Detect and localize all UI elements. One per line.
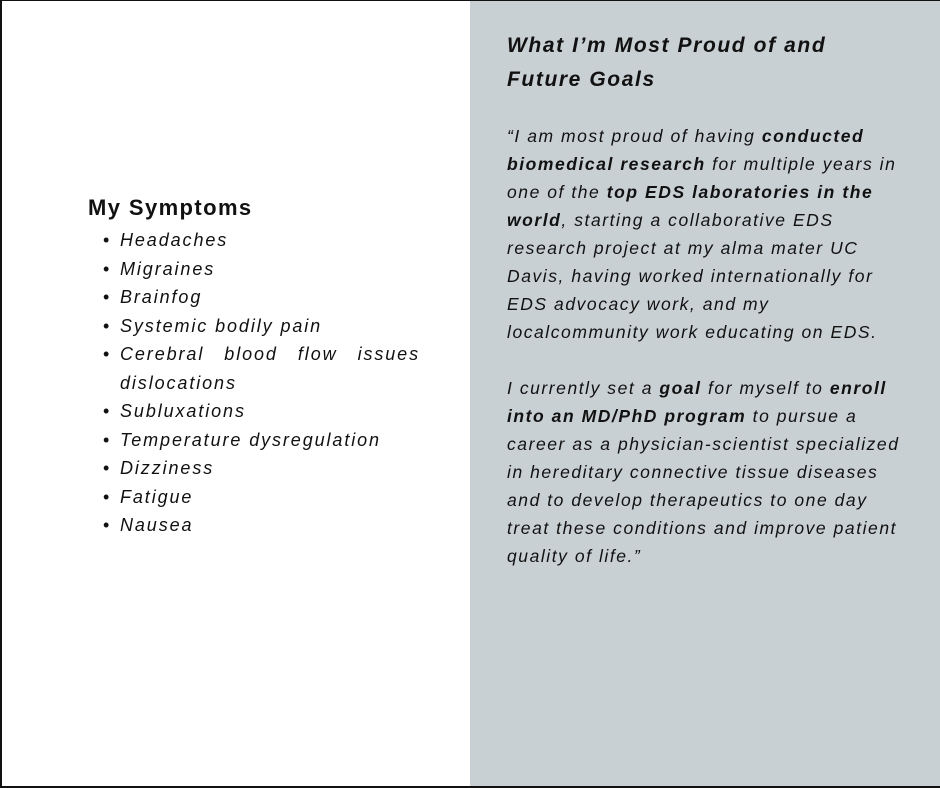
bullet-icon: • [103, 258, 112, 279]
symptom-item [100, 426, 420, 455]
symptom-item [100, 483, 420, 512]
bullet-icon: • [103, 401, 112, 421]
bullet-icon: • [103, 287, 112, 307]
goals-quote [507, 122, 907, 570]
symptom-text: Subluxations [120, 401, 246, 421]
goals-panel [470, 1, 940, 786]
bullet-icon: • [103, 486, 112, 507]
goal-highlight: goal [659, 378, 702, 398]
goal-paragraph [507, 374, 907, 570]
symptom-item [100, 397, 420, 426]
symptom-text: Systemic bodily pain [120, 315, 323, 336]
symptom-text: Nausea [120, 515, 194, 535]
proud-text: , starting a collaborative EDS research project at my alma mater UC Davis, having worked internationally for EDS advocacy work, and my localcommunity work educating on EDS. [507, 210, 878, 342]
symptom-item [100, 454, 420, 483]
proud-text: for multiple years in one of the [507, 154, 897, 202]
symptoms-heading: My Symptoms [88, 195, 253, 220]
symptom-text: Brainfog [120, 287, 203, 307]
goal-text: to pursue a career as a physician-scientist specialized in hereditary connective tissue diseases and to develop therapeutics to one day treat these conditions and improve patient quality of life.” [507, 406, 900, 566]
proud-highlight: top EDS laboratories in the world [507, 182, 874, 230]
bullet-icon: • [103, 344, 112, 364]
goal-text: for myself to [701, 378, 830, 398]
symptom-text: Migraines [120, 258, 216, 279]
bullet-icon: • [103, 458, 112, 478]
bullet-icon: • [103, 230, 112, 250]
proud-highlight: conducted biomedical research [507, 126, 865, 174]
symptom-text: Temperature dysregulation [120, 429, 381, 450]
goal-highlight: enroll into an MD/PhD program [507, 378, 887, 426]
symptom-item [100, 340, 420, 397]
proud-text: “I am most proud of having [507, 126, 762, 146]
goals-heading: What I’m Most Proud of and Future Goals [507, 34, 827, 91]
bullet-icon: • [103, 429, 112, 450]
symptom-item [100, 226, 420, 255]
goal-text: I currently set a [507, 378, 660, 398]
symptom-text: Cerebral blood flow issues dislocations [120, 344, 420, 393]
proud-paragraph [507, 122, 907, 346]
symptom-item [100, 511, 420, 540]
symptoms-panel [2, 1, 470, 786]
symptom-item [100, 255, 420, 284]
symptom-text: Dizziness [120, 458, 215, 478]
symptom-text: Fatigue [120, 486, 194, 507]
symptoms-list [100, 226, 420, 540]
symptom-item [100, 283, 420, 312]
bullet-icon: • [103, 515, 112, 535]
symptom-item [100, 312, 420, 341]
bullet-icon: • [103, 315, 112, 336]
symptom-text: Headaches [120, 230, 229, 250]
